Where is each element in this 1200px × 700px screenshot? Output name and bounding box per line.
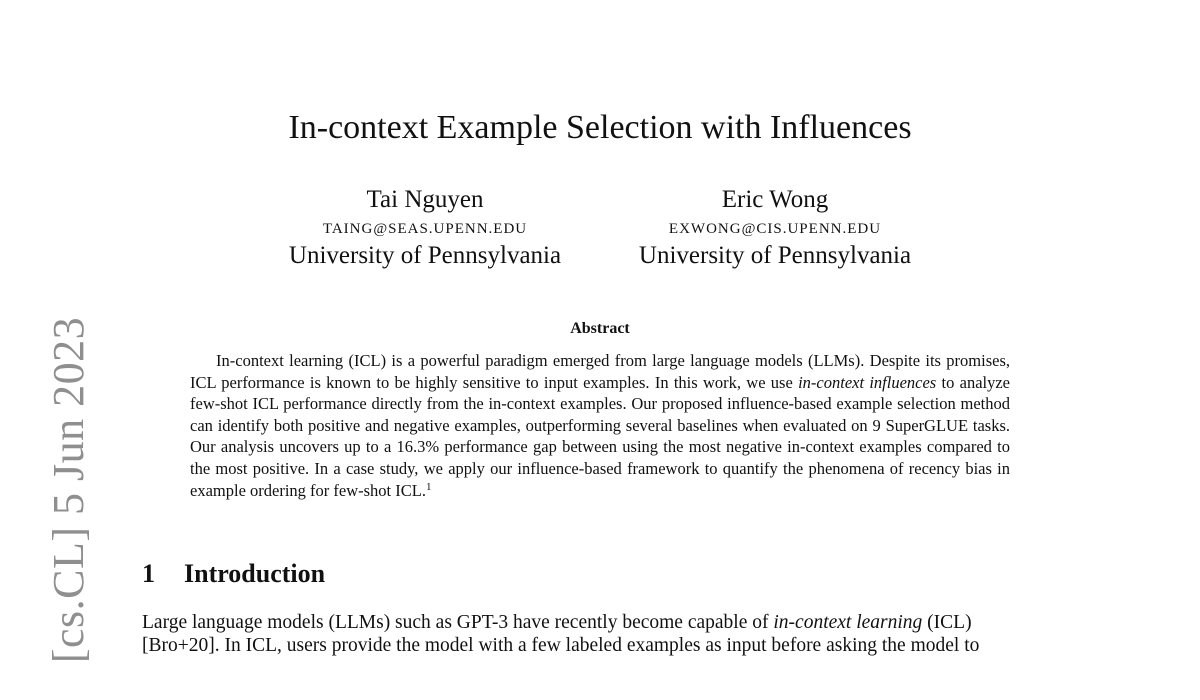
author-email: EXWONG@CIS.UPENN.EDU bbox=[668, 221, 882, 237]
author-name: Eric Wong bbox=[721, 186, 829, 213]
author-name: Tai Nguyen bbox=[366, 186, 484, 213]
author-affiliation: University of Pennsylvania bbox=[288, 242, 562, 269]
intro-line: [Bro+20]. In ICL, users provide the model with a few labeled examples as input before asking the model to bbox=[142, 635, 980, 656]
paper-title: In-context Example Selection with Influences bbox=[288, 109, 912, 146]
intro-emphasis: in-context learning bbox=[773, 612, 923, 633]
author-email: TAING@SEAS.UPENN.EDU bbox=[322, 221, 528, 237]
author-block-1 bbox=[270, 185, 580, 269]
footnote-mark: 1 bbox=[425, 480, 432, 493]
intro-paragraph bbox=[142, 611, 1060, 657]
section-title: Introduction bbox=[184, 559, 326, 588]
section-number: 1 bbox=[142, 559, 155, 588]
intro-text: (ICL) bbox=[922, 612, 972, 633]
author-block-2 bbox=[620, 185, 930, 269]
author-affiliation: University of Pennsylvania bbox=[638, 242, 912, 269]
abstract-text: to analyze few-shot ICL performance directly from the in-context examples. Our proposed influence-based example selection method can identify both positive and negative examples, outperforming several baselines when evaluated on 9 SuperGLUE tasks. Our analysis uncovers up to a 16.3% performance gap between using the most negative in-context examples compared to the most positive. In a case study, we apply our influence-based framework to quantify the phenomena of recency bias in example ordering for few-shot ICL. bbox=[190, 372, 1011, 500]
abstract-text: In-context learning (ICL) is a powerful paradigm emerged from large language models (LLMs). Despite its promises, ICL performance is known to be highly sensitive to input examples. In this work, we use bbox=[190, 351, 1010, 392]
intro-text: Large language models (LLMs) such as GPT-3 have recently become capable of bbox=[142, 612, 774, 633]
abstract-heading: Abstract bbox=[570, 320, 630, 337]
abstract-emphasis: in-context influences bbox=[798, 372, 937, 392]
intro-line bbox=[142, 611, 1060, 634]
section-heading bbox=[142, 558, 325, 590]
abstract-body bbox=[190, 350, 1010, 501]
arxiv-margin-stamp: [cs.CL] 5 Jun 2023 bbox=[43, 316, 93, 664]
